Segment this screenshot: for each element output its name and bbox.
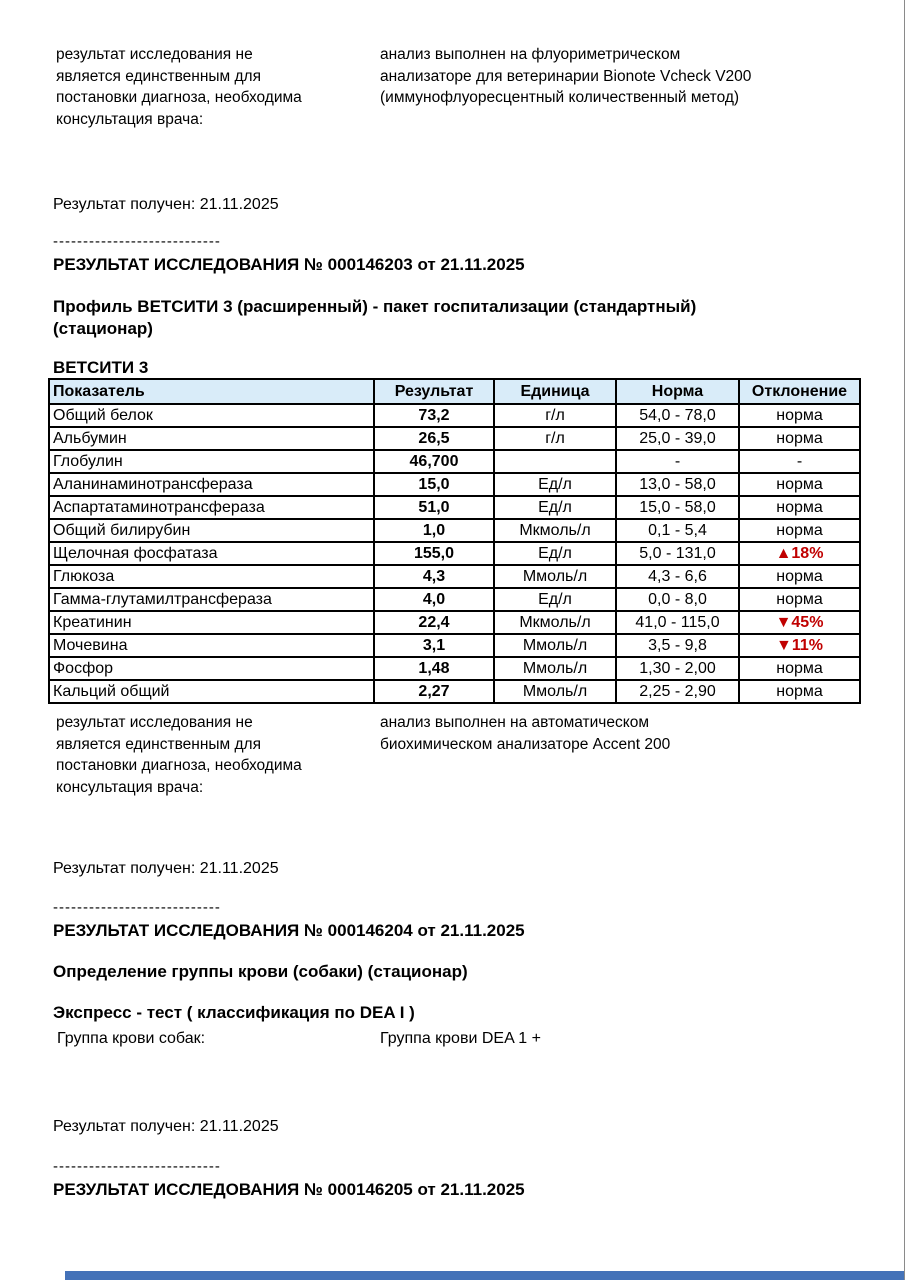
profile-title-line: (стационар): [53, 319, 153, 338]
cell-indicator: Альбумин: [49, 427, 374, 450]
analyzer-note-biochem: [380, 712, 880, 755]
column-header-2: Единица: [494, 379, 616, 404]
cell-result: 4,3: [374, 565, 494, 588]
cell-indicator: Щелочная фосфатаза: [49, 542, 374, 565]
cell-indicator: Кальций общий: [49, 680, 374, 703]
column-header-4: Отклонение: [739, 379, 860, 404]
analyzer-note-line: биохимическом анализаторе Accent 200: [380, 735, 671, 753]
cell-result: 4,0: [374, 588, 494, 611]
cell-norm: 3,5 - 9,8: [616, 634, 739, 657]
express-test-title: Экспресс - тест ( классификация по DEA I ): [53, 1003, 415, 1022]
analyzer-note-line: анализ выполнен на флуориметрическом: [380, 46, 681, 63]
cell-deviation: ▲18%: [739, 542, 860, 565]
cell-deviation: норма: [739, 680, 860, 703]
table-row: [49, 473, 860, 496]
cell-norm: 1,30 - 2,00: [616, 657, 739, 680]
cell-deviation: ▼45%: [739, 611, 860, 634]
cell-indicator: Аспартатаминотрансфераза: [49, 496, 374, 519]
result-received-date-3: Результат получен: 21.11.2025: [53, 1118, 279, 1135]
cell-unit: Ед/л: [494, 496, 616, 519]
cell-unit: Мкмоль/л: [494, 611, 616, 634]
section-divider: ----------------------------: [53, 899, 221, 916]
cell-result: 51,0: [374, 496, 494, 519]
disclaimer-line: является единственным для: [56, 735, 261, 753]
section-divider: ----------------------------: [53, 233, 221, 250]
analyzer-note-line: анализ выполнен на автоматическом: [380, 714, 649, 731]
cell-norm: -: [616, 450, 739, 473]
analyzer-note-fluorimetric: [380, 44, 880, 109]
cell-unit: Ммоль/л: [494, 680, 616, 703]
cell-unit: г/л: [494, 404, 616, 427]
result-received-date-1: Результат получен: 21.11.2025: [53, 196, 279, 213]
table-row: [49, 542, 860, 565]
cell-result: 26,5: [374, 427, 494, 450]
table-row: [49, 427, 860, 450]
cell-indicator: Общий белок: [49, 404, 374, 427]
cell-indicator: Глобулин: [49, 450, 374, 473]
cell-deviation: норма: [739, 427, 860, 450]
cell-unit: г/л: [494, 427, 616, 450]
cell-norm: 0,0 - 8,0: [616, 588, 739, 611]
cell-indicator: Креатинин: [49, 611, 374, 634]
cell-indicator: Фосфор: [49, 657, 374, 680]
cell-result: 1,48: [374, 657, 494, 680]
cell-unit: Ед/л: [494, 588, 616, 611]
cell-result: 155,0: [374, 542, 494, 565]
disclaimer-text-2: [56, 712, 378, 798]
cell-deviation: норма: [739, 565, 860, 588]
cell-indicator: Аланинаминотрансфераза: [49, 473, 374, 496]
bottom-scrollbar[interactable]: [65, 1271, 904, 1280]
table-title: ВЕТСИТИ 3: [53, 358, 149, 377]
analyzer-note-line: анализаторе для ветеринарии Bionote Vcheck V200: [380, 67, 752, 85]
cell-norm: 54,0 - 78,0: [616, 404, 739, 427]
table-row: [49, 680, 860, 703]
disclaimer-line: результат исследования не: [56, 46, 253, 63]
table-row: [49, 450, 860, 473]
disclaimer-line: результат исследования не: [56, 714, 253, 731]
table-row: [49, 565, 860, 588]
cell-norm: 13,0 - 58,0: [616, 473, 739, 496]
cell-result: 15,0: [374, 473, 494, 496]
cell-norm: 0,1 - 5,4: [616, 519, 739, 542]
cell-unit: Ммоль/л: [494, 565, 616, 588]
cell-result: 3,1: [374, 634, 494, 657]
disclaimer-line: консультация врача:: [56, 110, 204, 128]
section-divider: ----------------------------: [53, 1158, 221, 1175]
result-received-date-2: Результат получен: 21.11.2025: [53, 860, 279, 877]
cell-deviation: норма: [739, 519, 860, 542]
cell-deviation: норма: [739, 588, 860, 611]
cell-norm: 25,0 - 39,0: [616, 427, 739, 450]
blood-group-value: Группа крови DEA 1 +: [380, 1030, 541, 1047]
table-row: [49, 611, 860, 634]
report-title-146205: РЕЗУЛЬТАТ ИССЛЕДОВАНИЯ № 000146205 от 21.11.2025: [53, 1180, 525, 1199]
cell-indicator: Гамма-глутамилтрансфераза: [49, 588, 374, 611]
table-row: [49, 634, 860, 657]
cell-unit: [494, 450, 616, 473]
profile-title-line: Профиль ВЕТСИТИ 3 (расширенный) - пакет госпитализации (стандартный): [53, 297, 697, 316]
column-header-3: Норма: [616, 379, 739, 404]
cell-result: 1,0: [374, 519, 494, 542]
table-row: [49, 496, 860, 519]
table-row: [49, 519, 860, 542]
blood-group-label: Группа крови собак:: [57, 1030, 206, 1047]
cell-indicator: Глюкоза: [49, 565, 374, 588]
cell-deviation: норма: [739, 473, 860, 496]
cell-norm: 15,0 - 58,0: [616, 496, 739, 519]
table-row: [49, 588, 860, 611]
profile-title: [53, 296, 696, 340]
analyzer-note-line: (иммунофлуоресцентный количественный метод): [380, 89, 740, 106]
report-title-146203: РЕЗУЛЬТАТ ИССЛЕДОВАНИЯ № 000146203 от 21.11.2025: [53, 255, 525, 274]
disclaimer-line: постановки диагноза, необходима: [56, 89, 302, 106]
cell-norm: 2,25 - 2,90: [616, 680, 739, 703]
blood-group-study-title: Определение группы крови (собаки) (стационар): [53, 962, 468, 981]
disclaimer-text-1: [56, 44, 378, 130]
cell-indicator: Общий билирубин: [49, 519, 374, 542]
disclaimer-line: является единственным для: [56, 67, 261, 85]
cell-deviation: норма: [739, 496, 860, 519]
results-table-container: [48, 378, 859, 704]
cell-unit: Ед/л: [494, 473, 616, 496]
table-row: [49, 657, 860, 680]
column-header-0: Показатель: [49, 379, 374, 404]
cell-deviation: норма: [739, 404, 860, 427]
cell-deviation: ▼11%: [739, 634, 860, 657]
cell-unit: Мкмоль/л: [494, 519, 616, 542]
cell-deviation: -: [739, 450, 860, 473]
cell-norm: 41,0 - 115,0: [616, 611, 739, 634]
results-table: [48, 378, 861, 704]
report-title-146204: РЕЗУЛЬТАТ ИССЛЕДОВАНИЯ № 000146204 от 21.11.2025: [53, 921, 525, 940]
cell-result: 46,700: [374, 450, 494, 473]
cell-result: 2,27: [374, 680, 494, 703]
cell-unit: Ммоль/л: [494, 657, 616, 680]
cell-indicator: Мочевина: [49, 634, 374, 657]
disclaimer-line: консультация врача:: [56, 778, 204, 796]
cell-norm: 5,0 - 131,0: [616, 542, 739, 565]
cell-result: 73,2: [374, 404, 494, 427]
column-header-1: Результат: [374, 379, 494, 404]
cell-deviation: норма: [739, 657, 860, 680]
table-row: [49, 404, 860, 427]
cell-unit: Ммоль/л: [494, 634, 616, 657]
table-header-row: [49, 379, 860, 404]
cell-unit: Ед/л: [494, 542, 616, 565]
disclaimer-line: постановки диагноза, необходима: [56, 757, 302, 774]
cell-norm: 4,3 - 6,6: [616, 565, 739, 588]
cell-result: 22,4: [374, 611, 494, 634]
